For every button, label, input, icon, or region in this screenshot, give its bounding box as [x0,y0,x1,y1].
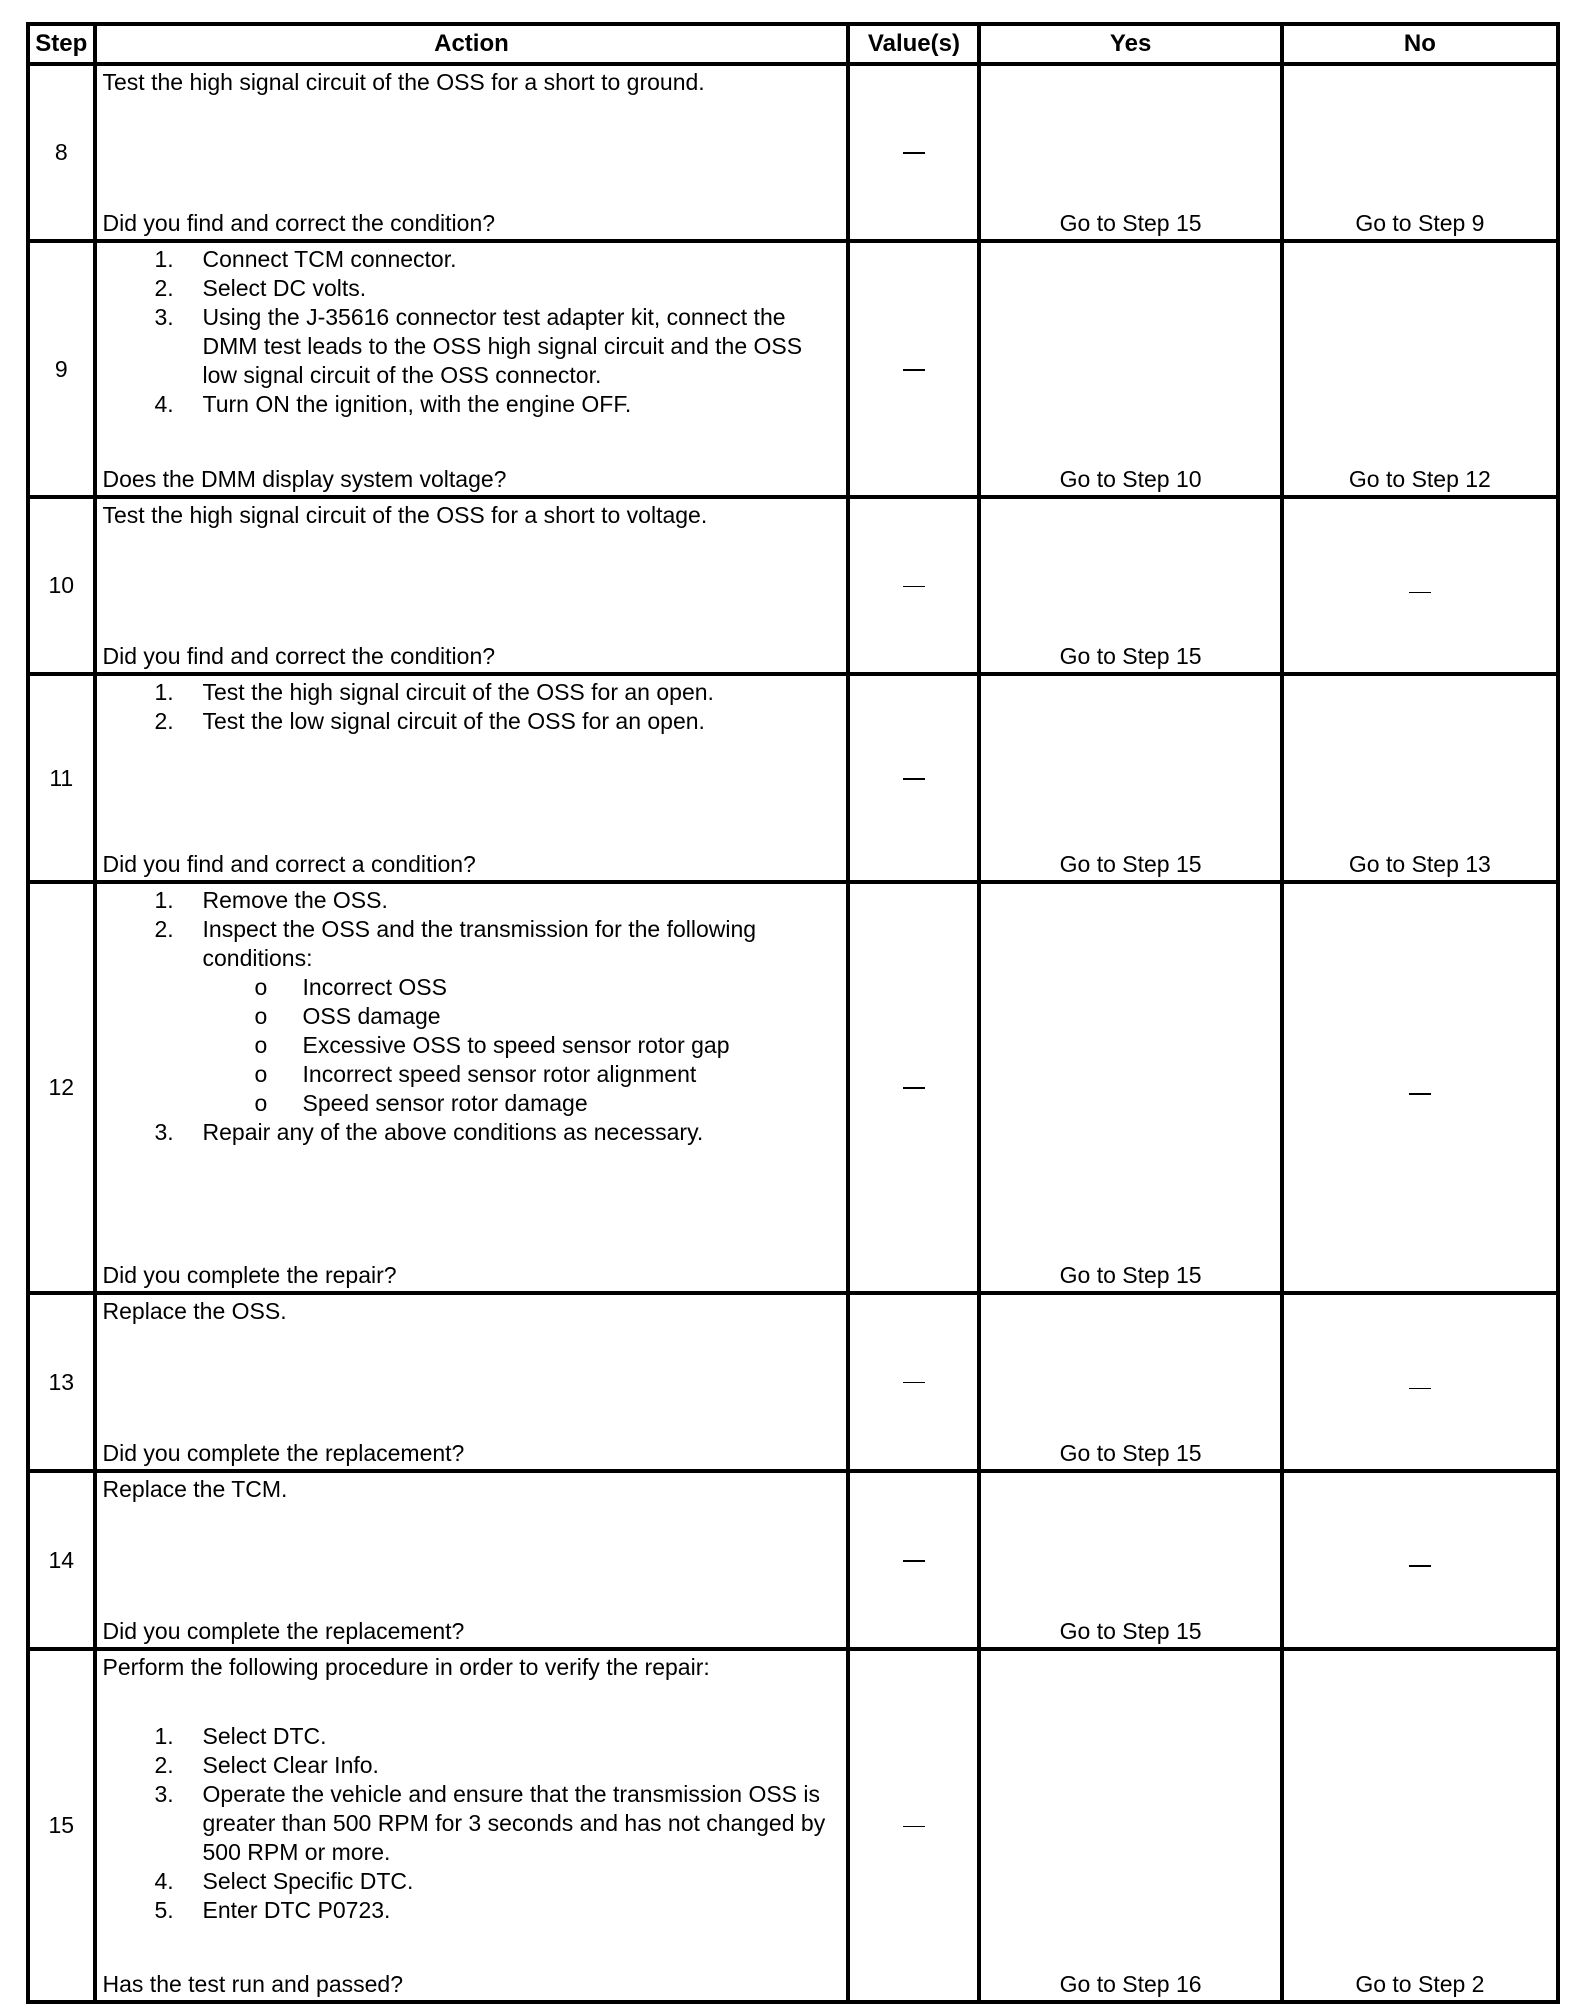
action-cell [95,1293,849,1471]
step-number: 11 [28,674,95,882]
action-question: Did you find and correct a condition? [102,851,476,877]
em-dash [1409,592,1431,593]
sub-list-item: o Incorrect OSS [254,974,447,1000]
diagnostic-table-sheet [26,22,1560,2004]
value-cell [848,882,979,1293]
yes-cell: Go to Step 15 [979,497,1281,674]
header-step: Step [28,24,95,64]
em-dash [903,152,925,154]
step-number: 15 [28,1649,95,2002]
em-dash [903,586,925,587]
step-number: 8 [28,64,95,241]
action-lead: Perform the following procedure in order to verify the repair: [102,1654,710,1680]
list-item: 4. Turn ON the ignition, with the engine OFF. [154,391,632,417]
list-item: 2. Inspect the OSS and the transmission for the following conditions: o Incorrect OSS o OSS damage o Excessive OSS to speed sensor rotor gap o Incorrect speed sensor rotor alignment o Speed sensor rotor damage [103,915,841,1118]
sub-list-item: o OSS damage [254,1003,441,1029]
action-lead: Test the high signal circuit of the OSS for a short to ground. [102,69,705,95]
value-cell [848,241,979,497]
action-cell [95,1471,849,1649]
table-row-step-15 [28,1649,1558,2002]
action-question: Has the test run and passed? [102,1971,403,1997]
em-dash [903,1382,925,1383]
value-cell [848,497,979,674]
step-number: 14 [28,1471,95,1649]
value-cell [848,1293,979,1471]
table-row-step-14 [28,1471,1558,1649]
header-row [28,24,1558,64]
list-item: 1. Connect TCM connector. [154,246,457,272]
numbered-list [103,245,841,419]
step-number: 13 [28,1293,95,1471]
no-cell: Go to Step 2 [1282,1649,1558,2002]
numbered-list [103,886,841,1147]
header-values: Value(s) [848,24,979,64]
action-question: Did you find and correct the condition? [102,643,496,669]
em-dash [903,1087,925,1089]
action-question: Did you complete the replacement? [102,1440,465,1466]
no-cell [1282,882,1558,1293]
value-cell [848,64,979,241]
sub-list-item: o Incorrect speed sensor rotor alignment [254,1061,697,1087]
no-cell [1282,1293,1558,1471]
action-question: Did you find and correct the condition? [102,210,496,236]
list-item: 2. Test the low signal circuit of the OSS for an open. [154,708,705,734]
action-cell [95,241,849,497]
em-dash [903,1560,925,1562]
action-question: Does the DMM display system voltage? [102,466,507,492]
no-cell [1282,1471,1558,1649]
list-item: 2. Select DC volts. [154,275,367,301]
em-dash [903,778,925,780]
table-row-step-13 [28,1293,1558,1471]
list-item: 3. Operate the vehicle and ensure that the transmission OSS is greater than 500 RPM for 3 seconds and has not changed by 500 RPM or more. [154,1781,826,1865]
em-dash [1409,1565,1431,1567]
action-cell [95,497,849,674]
table-row-step-11 [28,674,1558,882]
table-row-step-8 [28,64,1558,241]
table-row-step-10 [28,497,1558,674]
no-cell: Go to Step 12 [1282,241,1558,497]
header-action: Action [95,24,849,64]
list-item: 1. Select DTC. [154,1723,327,1749]
list-item: 3. Using the J-35616 connector test adapter kit, connect the DMM test leads to the OSS high signal circuit and the OSS low signal circuit of the OSS connector. [154,304,803,388]
yes-cell: Go to Step 15 [979,674,1281,882]
table-row-step-12 [28,882,1558,1293]
yes-cell: Go to Step 15 [979,882,1281,1293]
yes-cell: Go to Step 15 [979,1471,1281,1649]
value-cell [848,674,979,882]
action-cell [95,1649,849,2002]
table-row-step-9 [28,241,1558,497]
sub-list-item: o Excessive OSS to speed sensor rotor gap [254,1032,730,1058]
action-question: Did you complete the repair? [102,1262,397,1288]
list-item: 5. Enter DTC P0723. [154,1897,391,1923]
no-cell: Go to Step 13 [1282,674,1558,882]
diagnostic-table [26,22,1560,2004]
action-lead: Test the high signal circuit of the OSS for a short to voltage. [102,502,708,528]
em-dash [1409,1388,1431,1389]
action-lead: Replace the OSS. [102,1298,287,1324]
list-item: 3. Repair any of the above conditions as necessary. [154,1119,704,1145]
value-cell [848,1471,979,1649]
list-item: 1. Test the high signal circuit of the OSS for an open. [154,679,714,705]
step-number: 12 [28,882,95,1293]
step-number: 10 [28,497,95,674]
sub-list-item: o Speed sensor rotor damage [254,1090,588,1116]
numbered-list [103,678,841,736]
list-item: 4. Select Specific DTC. [154,1868,414,1894]
em-dash [903,1826,925,1827]
sub-list [103,973,841,1118]
yes-cell: Go to Step 15 [979,1293,1281,1471]
action-cell [95,674,849,882]
list-item: 1. Remove the OSS. [154,887,388,913]
value-cell [848,1649,979,2002]
action-lead: Replace the TCM. [102,1476,288,1502]
numbered-list [103,1722,841,1925]
yes-cell: Go to Step 16 [979,1649,1281,2002]
header-yes: Yes [979,24,1281,64]
yes-cell: Go to Step 15 [979,64,1281,241]
step-number: 9 [28,241,95,497]
action-question: Did you complete the replacement? [102,1618,465,1644]
action-cell [95,64,849,241]
yes-cell: Go to Step 10 [979,241,1281,497]
header-no: No [1282,24,1558,64]
em-dash [903,369,925,371]
no-cell [1282,497,1558,674]
no-cell: Go to Step 9 [1282,64,1558,241]
list-item: 2. Select Clear Info. [154,1752,379,1778]
action-cell [95,882,849,1293]
em-dash [1409,1093,1431,1095]
